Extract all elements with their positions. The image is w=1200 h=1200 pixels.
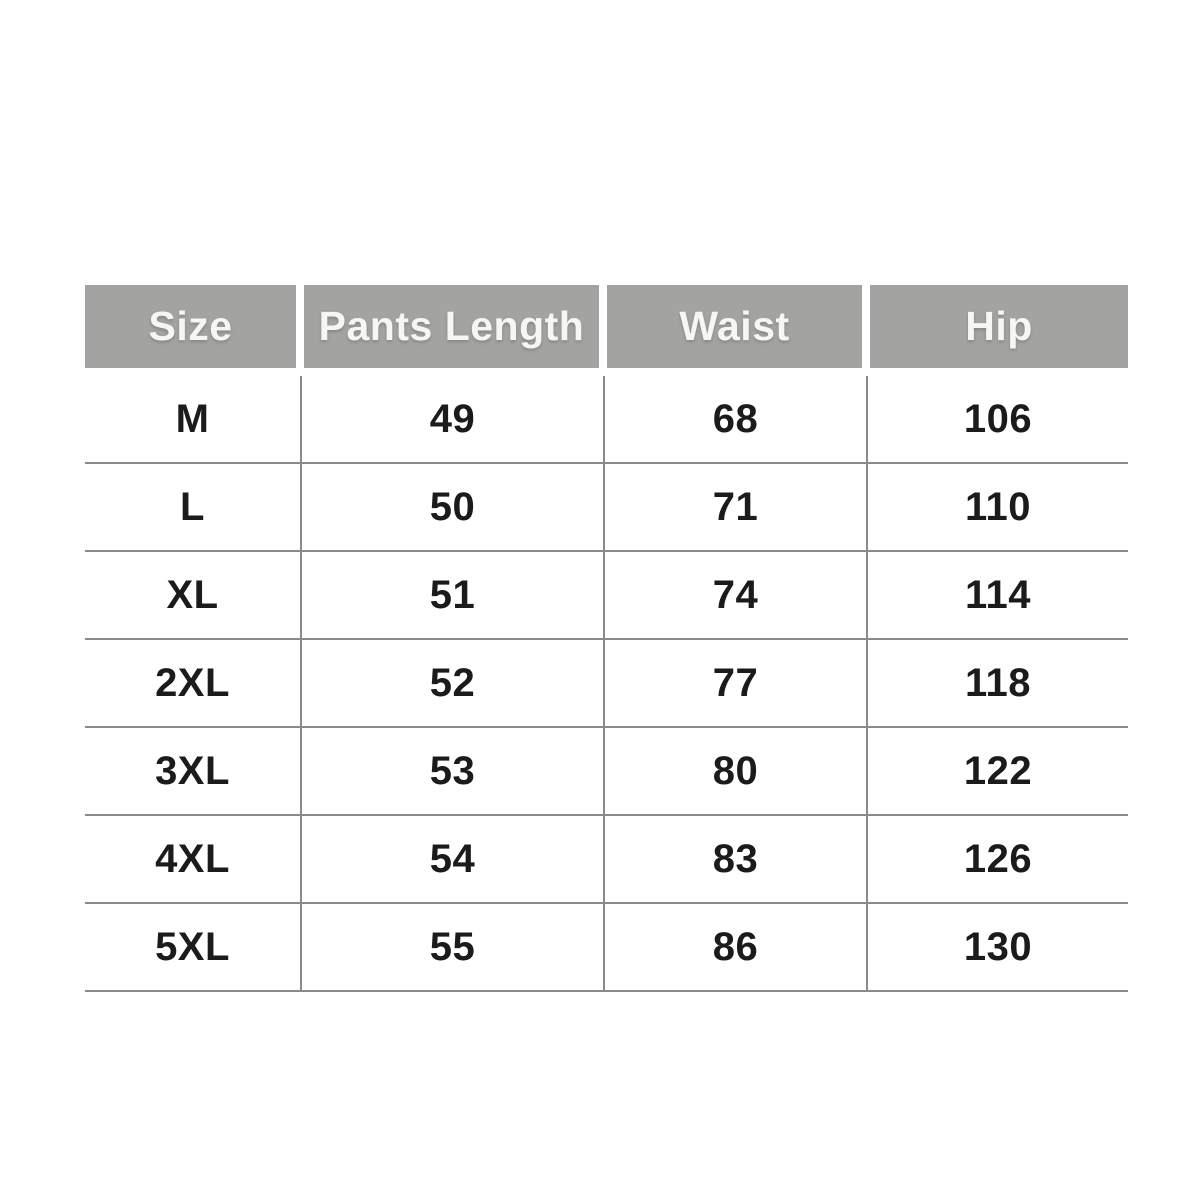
size-table: [85, 285, 1128, 992]
cell-size: 3XL: [155, 748, 230, 793]
cell-pants-length: 52: [300, 640, 603, 726]
cell-size: 4XL: [155, 836, 230, 881]
cell-hip: 126: [866, 816, 1128, 902]
cell-hip: 122: [866, 728, 1128, 814]
cell-size: L: [180, 484, 205, 529]
cell-size: M: [175, 396, 210, 441]
size-table-body: [85, 376, 1128, 992]
table-row-l: [85, 464, 1128, 552]
cell-hip: 114: [866, 552, 1128, 638]
cell-waist: 86: [603, 904, 866, 990]
table-row-xl: [85, 552, 1128, 640]
cell-size: 2XL: [155, 660, 230, 705]
cell-waist: 77: [603, 640, 866, 726]
cell-waist: 71: [603, 464, 866, 550]
cell-waist: 83: [603, 816, 866, 902]
cell-pants-length: 54: [300, 816, 603, 902]
cell-pants-length: 50: [300, 464, 603, 550]
cell-waist: 74: [603, 552, 866, 638]
cell-waist: 68: [603, 376, 866, 462]
cell-waist: 80: [603, 728, 866, 814]
cell-pants-length: 51: [300, 552, 603, 638]
table-row-m: [85, 376, 1128, 464]
header-cell-size: Size: [85, 285, 300, 368]
cell-hip: 118: [866, 640, 1128, 726]
cell-hip: 106: [866, 376, 1128, 462]
cell-pants-length: 49: [300, 376, 603, 462]
table-row-4xl: [85, 816, 1128, 904]
header-cell-hip: Hip: [866, 285, 1128, 368]
table-row-5xl: [85, 904, 1128, 992]
cell-pants-length: 53: [300, 728, 603, 814]
table-row-2xl: [85, 640, 1128, 728]
cell-size: XL: [166, 572, 219, 617]
header-cell-pants-length: Pants Length: [300, 285, 603, 368]
cell-hip: 130: [866, 904, 1128, 990]
cell-pants-length: 55: [300, 904, 603, 990]
table-row-3xl: [85, 728, 1128, 816]
cell-size: 5XL: [155, 924, 230, 969]
cell-hip: 110: [866, 464, 1128, 550]
size-table-header-row: [85, 285, 1128, 368]
header-cell-waist: Waist: [603, 285, 866, 368]
